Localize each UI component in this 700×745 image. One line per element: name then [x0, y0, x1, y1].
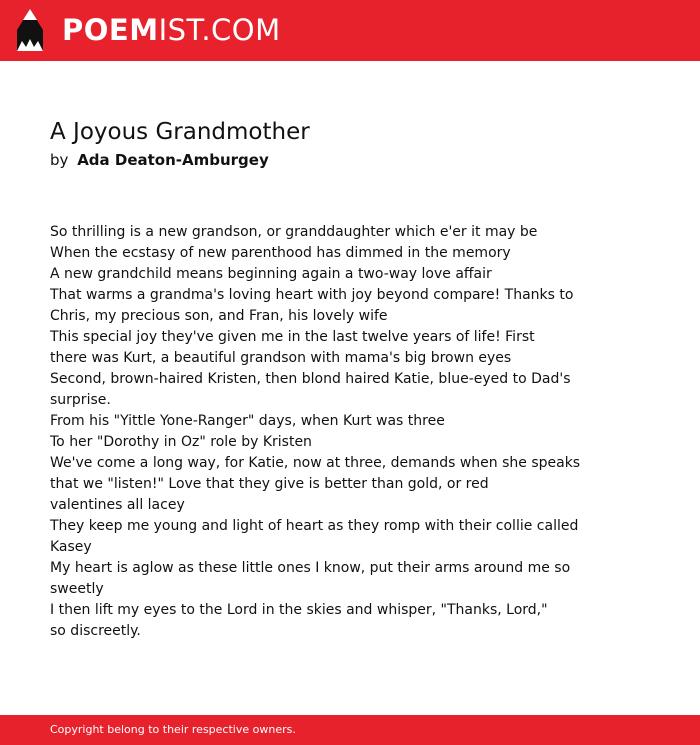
poem-content [50, 118, 581, 642]
poem-line: so discreetly. [50, 623, 141, 639]
poem-line: That warms a grandma's loving heart with joy beyond compare! Thanks to [50, 287, 574, 303]
poem-line: To her "Dorothy in Oz" role by Kristen [50, 434, 312, 450]
poem-line: My heart is aglow as these little ones I know, put their arms around me so [50, 560, 571, 576]
poem-line: This special joy they've given me in the last twelve years of life! First [50, 329, 535, 345]
site-footer [0, 715, 700, 745]
wordmark-light: IST.COM [158, 12, 281, 47]
poem-line: They keep me young and light of heart as they romp with their collie called [50, 518, 579, 534]
by-label: by [50, 151, 69, 169]
poem-line: A new grandchild means beginning again a two-way love affair [50, 266, 492, 282]
poem-line: From his "Yittle Yone-Ranger" days, when Kurt was three [50, 413, 445, 429]
poem-line: Second, brown-haired Kristen, then blond haired Katie, blue-eyed to Dad's [50, 371, 571, 387]
site-logo-link[interactable] [16, 8, 281, 52]
site-wordmark [62, 12, 281, 47]
poem-line: I then lift my eyes to the Lord in the skies and whisper, "Thanks, Lord," [50, 602, 548, 618]
poem-line: valentines all lacey [50, 497, 185, 513]
poem-line: Kasey [50, 539, 92, 555]
poem-line: Chris, my precious son, and Fran, his lovely wife [50, 308, 388, 324]
copyright-text: Copyright belong to their respective owners. [50, 723, 296, 736]
poem-line: sweetly [50, 581, 104, 597]
pencil-icon [16, 8, 44, 52]
poem-title: A Joyous Grandmother [50, 119, 310, 145]
poem-line: surprise. [50, 392, 111, 408]
poem-line: When the ecstasy of new parenthood has dimmed in the memory [50, 245, 511, 261]
wordmark-bold: POEM [62, 12, 159, 47]
byline [50, 150, 570, 170]
poem-line: So thrilling is a new grandson, or granddaughter which e'er it may be [50, 224, 538, 240]
author-name: Ada Deaton-Amburgey [77, 151, 269, 169]
poem-line: that we "listen!" Love that they give is better than gold, or red [50, 476, 489, 492]
poem-body [50, 222, 581, 642]
site-header [0, 0, 700, 61]
poem-line: there was Kurt, a beautiful grandson with mama's big brown eyes [50, 350, 512, 366]
poem-line: We've come a long way, for Katie, now at three, demands when she speaks [50, 455, 581, 471]
